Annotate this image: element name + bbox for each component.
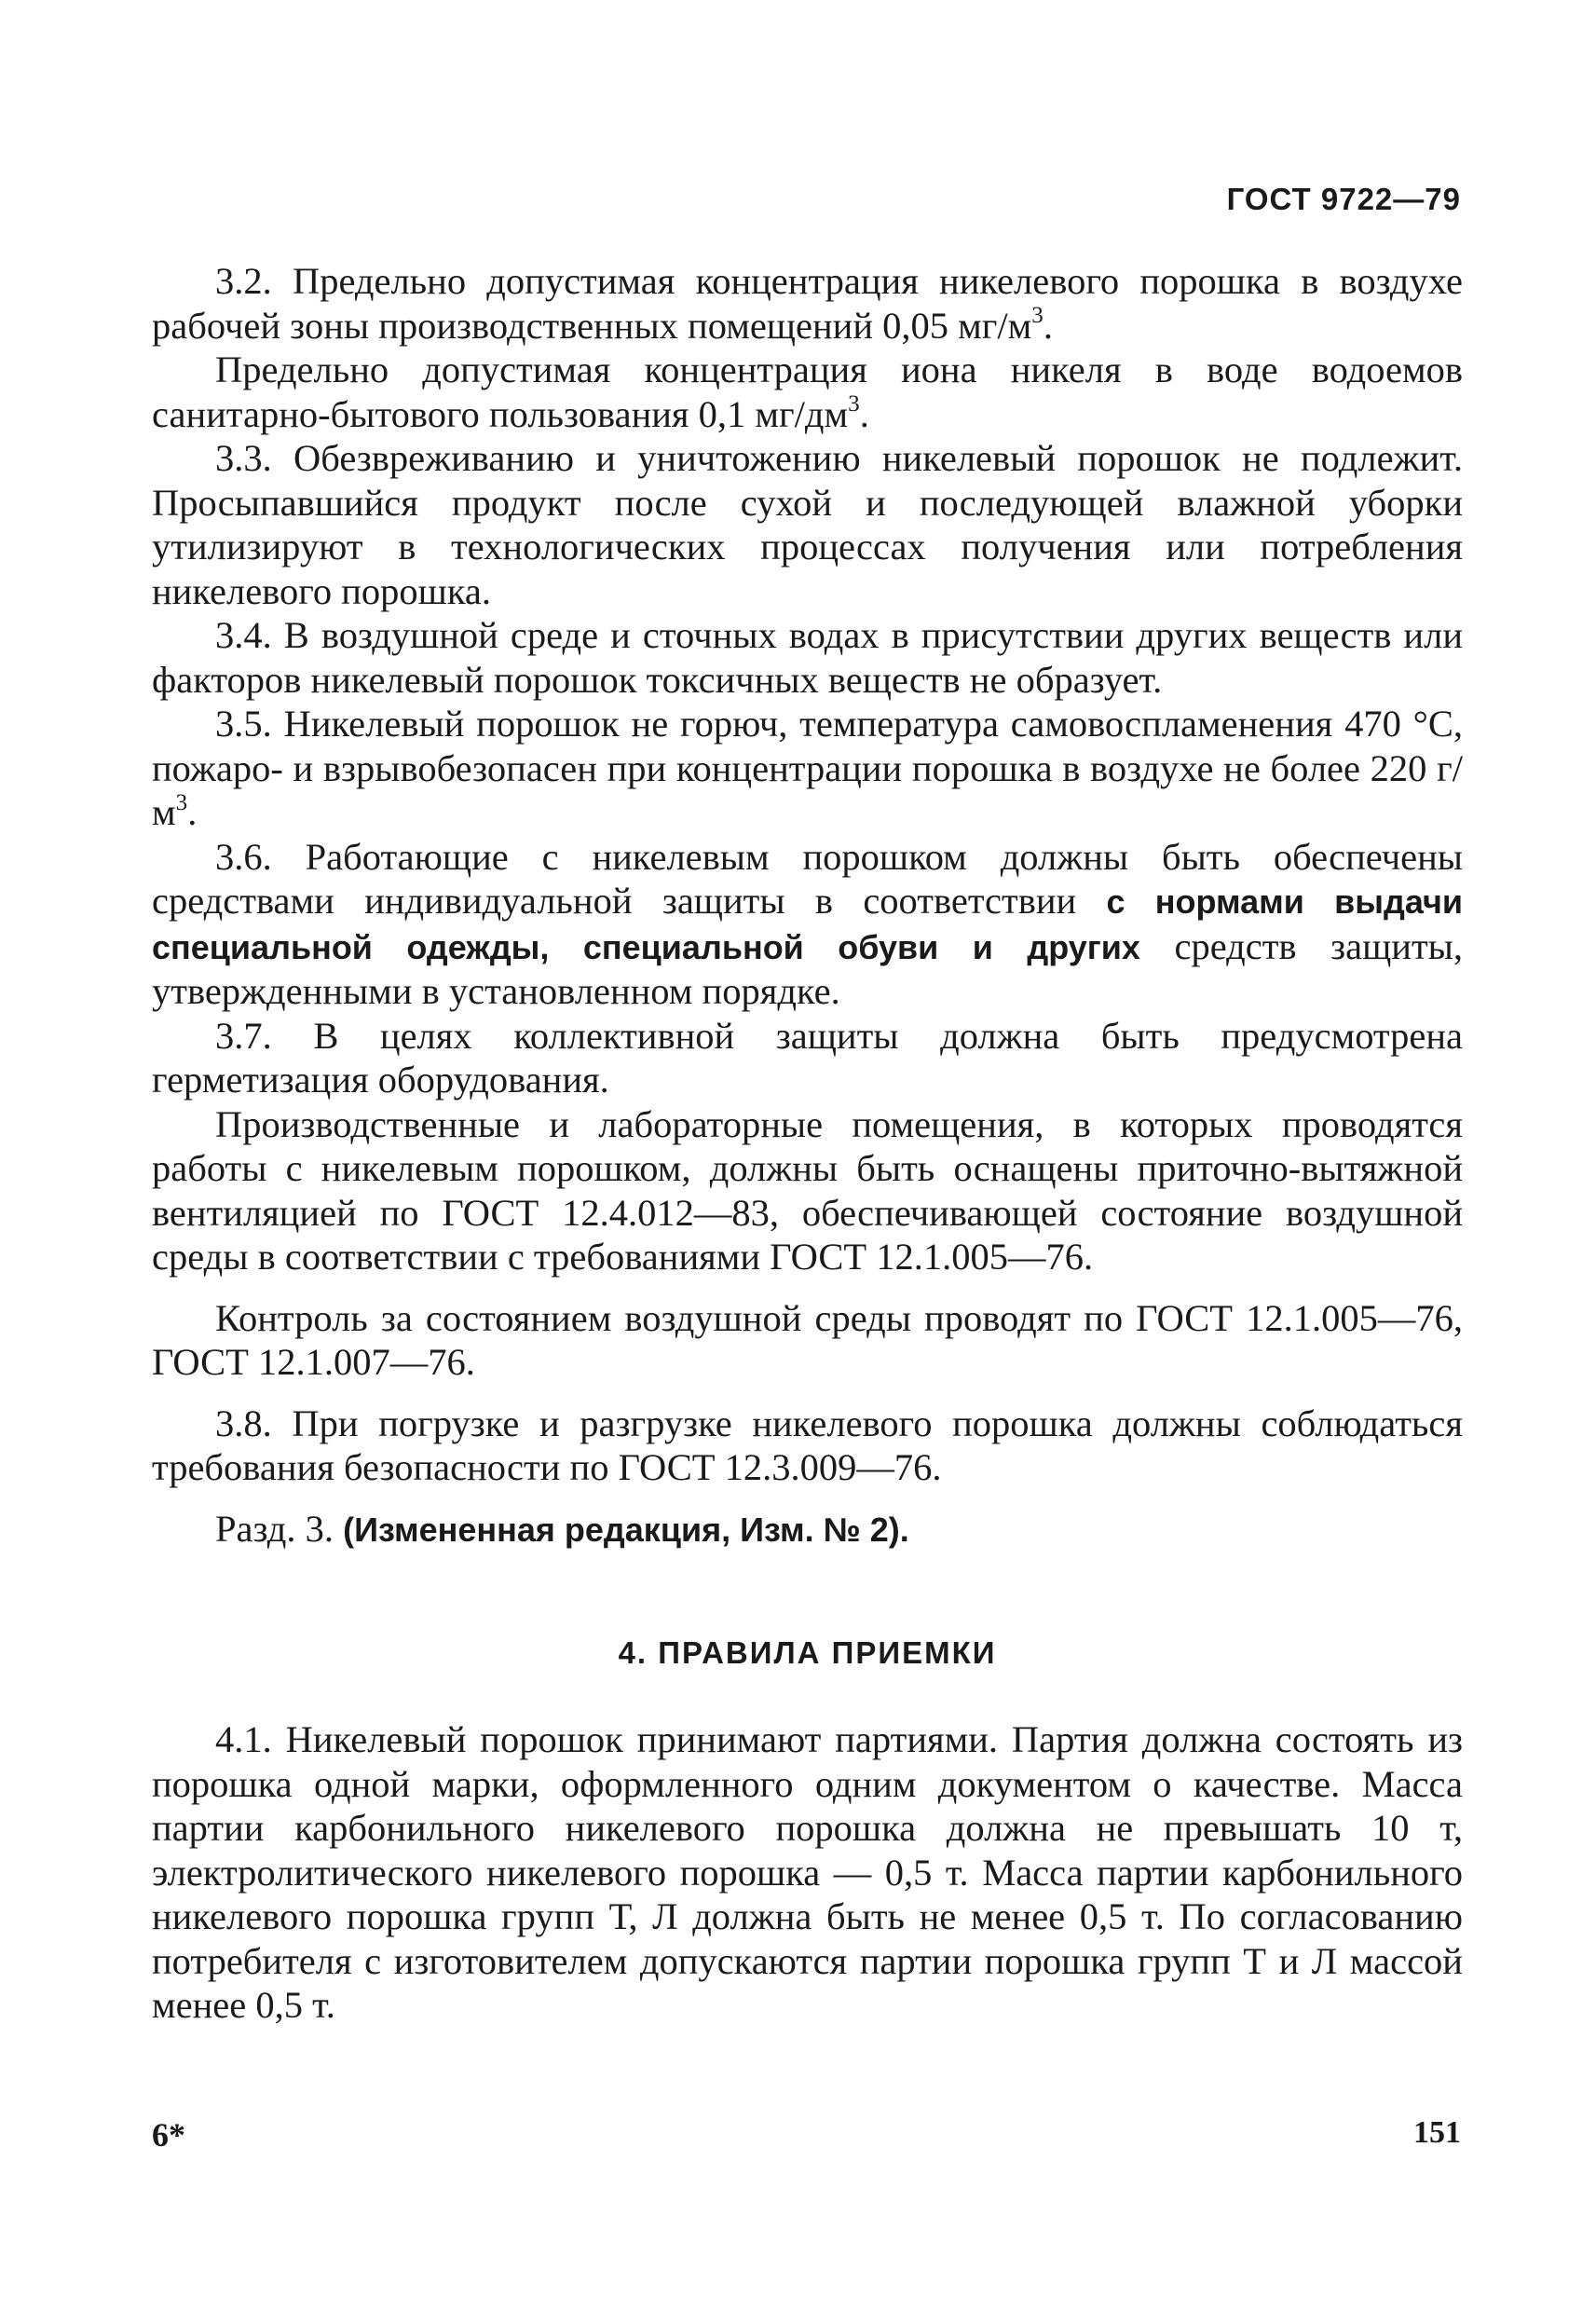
- paragraph-3-3: 3.3. Обезвреживанию и уничтожению никелевый порошок не подлежит. Просыпавшийся продукт после сухой и последующей влажной уборки утилизируют в технологических процессах получения или потребления никелевого порошка.: [152, 437, 1463, 612]
- superscript-cubic: 3: [848, 391, 860, 417]
- superscript-cubic: 3: [1031, 303, 1044, 328]
- superscript-cubic: 3: [175, 789, 188, 815]
- paragraph-3-8: 3.8. При погрузке и разгрузке никелевого порошка должны соблюдаться требования безопасности по ГОСТ 12.3.009—76.: [152, 1402, 1463, 1488]
- paragraph-3-6-bold: с нормами выдачи специальной одежды, специальной обуви и других: [152, 882, 1463, 966]
- signature-mark: 6*: [152, 2116, 185, 2154]
- paragraph-3-2-nickel-ion: [152, 348, 1463, 436]
- paragraph-3-6-end: средств защиты, утвержденными в установленном порядке.: [152, 924, 1463, 1012]
- body-text: [152, 259, 1463, 2028]
- document-code-header: ГОСТ 9722—79: [1226, 182, 1461, 216]
- paragraph-3-2: [152, 259, 1463, 348]
- paragraph-3-2-nickel-ion-text: Предельно допустимая концентрация иона никеля в воде водоемов санитарно-бытового пользования 0,1 мг/дм: [152, 349, 1463, 435]
- paragraph-3-5: [152, 702, 1463, 835]
- amendment-note-bold: (Измененная редакция, Изм. № 2).: [343, 1510, 909, 1549]
- paragraph-3-6: [152, 835, 1463, 1014]
- paragraph-3-2-text: 3.2. Предельно допустимая концентрация никелевого порошка в воздухе рабочей зоны производственных помещений 0,05 мг/м: [152, 260, 1463, 347]
- paragraph-3-5-text: 3.5. Никелевый порошок не горюч, температура самовоспламенения 470 °С, пожаро- и взрывобезопасен при концентрации порошка в воздухе не более 220 г/м: [152, 703, 1463, 833]
- paragraph-3-2-end: .: [1043, 304, 1053, 347]
- paragraph-3-2-nickel-ion-end: .: [859, 392, 869, 435]
- paragraph-3-7-control: Контроль за состоянием воздушной среды проводят по ГОСТ 12.1.005—76, ГОСТ 12.1.007—76.: [152, 1296, 1463, 1383]
- paragraph-3-7-premises: Производственные и лабораторные помещения, в которых проводятся работы с никелевым порошком, должны быть оснащены приточно-вытяжной вентиляцией по ГОСТ 12.4.012—83, обеспечивающей состояние воздушной среды в соответствии с требованиями ГОСТ 12.1.005—76.: [152, 1102, 1463, 1278]
- paragraph-3-6-start: 3.6. Работающие с никелевым порошком должны быть обеспечены средствами индивидуальной защиты в соответствии: [152, 835, 1463, 922]
- section-title-acceptance-rules: 4. ПРАВИЛА ПРИЕМКИ: [618, 1635, 997, 1670]
- paragraph-3-4: 3.4. В воздушной среде и сточных водах в присутствии других веществ или факторов никелевый порошок токсичных веществ не образует.: [152, 614, 1463, 701]
- paragraph-3-5-end: .: [187, 791, 198, 833]
- paragraph-3-7: 3.7. В целях коллективной защиты должна быть предусмотрена герметизация оборудования.: [152, 1014, 1463, 1101]
- amendment-note: [152, 1507, 1463, 1552]
- page-number: 151: [1413, 2115, 1461, 2150]
- paragraph-4-1: 4.1. Никелевый порошок принимают партиями. Партия должна состоять из порошка одной марки, оформленного одним документом о качестве. Масса партии карбонильного никелевого порошка должна не превышать 10 т, электролитического никелевого порошка — 0,5 т. Масса партии карбонильного никелевого порошка групп Т, Л должна быть не менее 0,5 т. По согласованию потребителя с изготовителем допускаются партии порошка групп Т и Л массой менее 0,5 т.: [152, 1718, 1463, 2026]
- amendment-note-prefix: Разд. 3.: [215, 1507, 344, 1550]
